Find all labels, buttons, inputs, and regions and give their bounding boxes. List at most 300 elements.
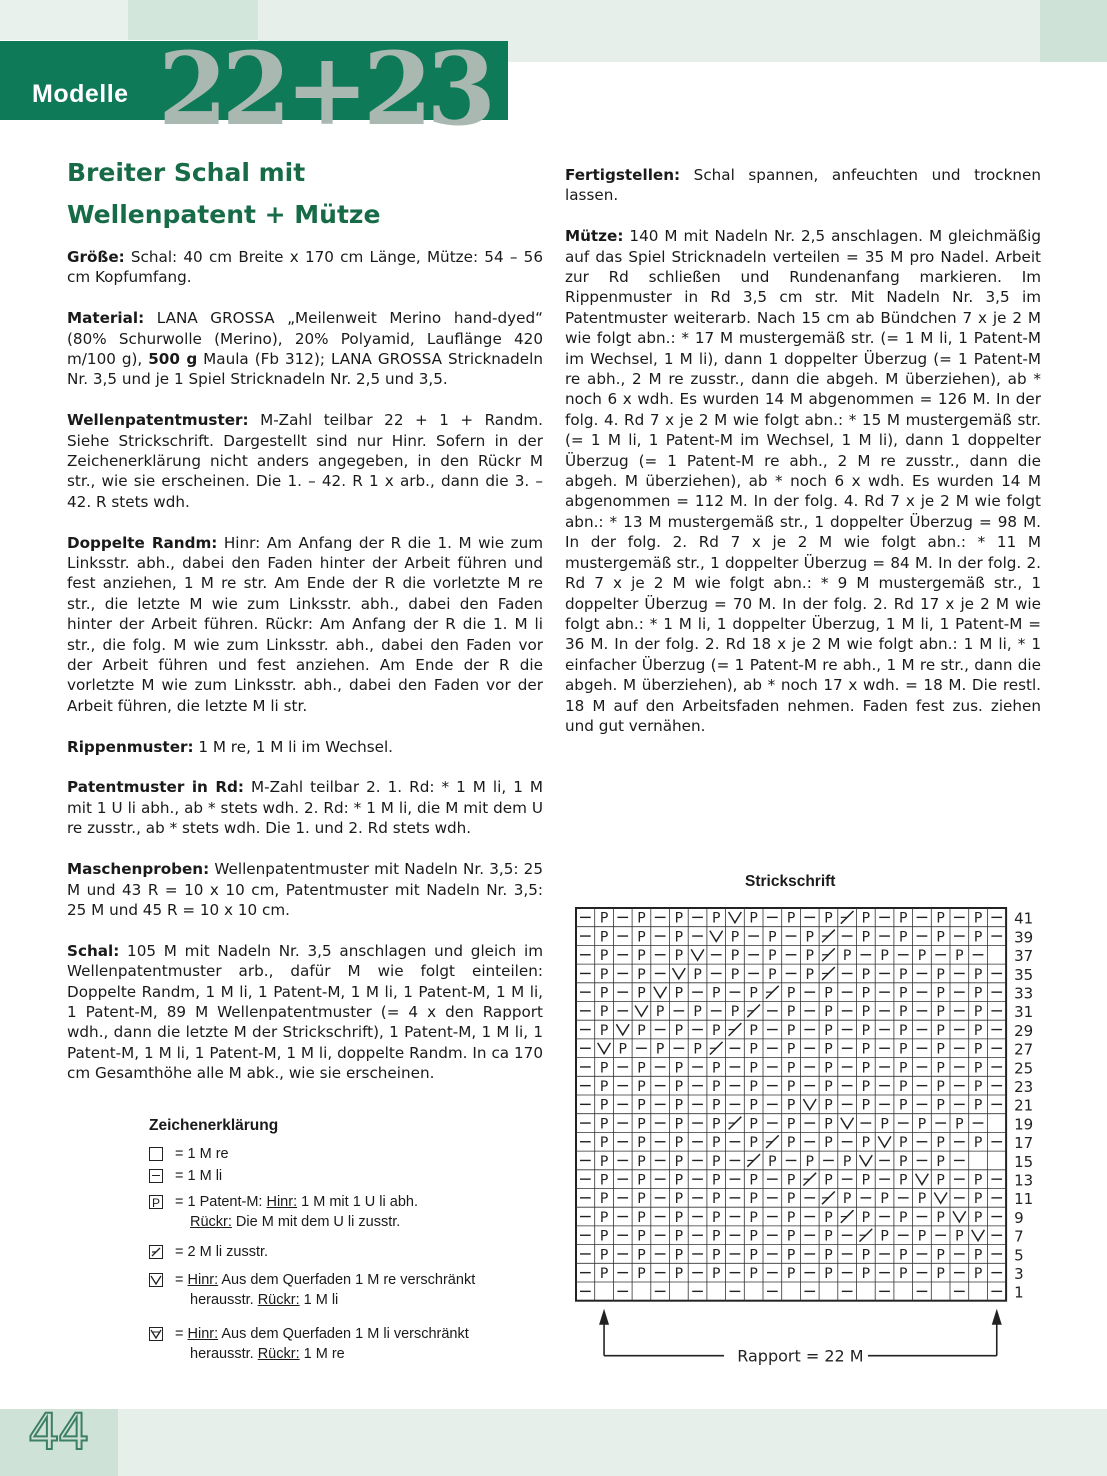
patent-symbol: P: [861, 1266, 871, 1282]
chart-row-number: 19: [1014, 1115, 1034, 1134]
patent-symbol: P: [936, 1209, 945, 1226]
patent-symbol: P: [786, 1079, 796, 1095]
patent-symbol: P: [824, 985, 833, 1002]
legend-item-text: herausstr.: [190, 1292, 258, 1308]
patent-symbol: P: [599, 1135, 609, 1152]
text-paragraph: [67, 247, 543, 288]
patent-symbol: P: [599, 948, 609, 965]
patent-symbol: P: [861, 1172, 871, 1189]
patent-symbol: P: [936, 1247, 945, 1264]
patent-symbol: P: [842, 1153, 852, 1170]
legend-item-text: = 1 Patent-M:: [175, 1194, 267, 1210]
legend-item-text: Aus dem Querfaden 1 M re verschränkt: [218, 1272, 476, 1288]
chart-row-number: 7: [1014, 1227, 1024, 1246]
chart-row-number: 17: [1014, 1134, 1034, 1153]
patent-symbol: P: [899, 1060, 908, 1077]
patent-symbol: P: [861, 1060, 871, 1077]
patent-symbol: P: [599, 1191, 609, 1208]
patent-symbol: P: [936, 1172, 945, 1189]
paragraph-text: LANA GROSSA „Meilenweit Merino hand-dyed“ (80% Schurwolle (Merino), 20% Polyamid, Lauflänge 420 m/100 g),: [67, 309, 543, 369]
v-dot-box-icon: [149, 1327, 163, 1341]
patent-symbol: P: [824, 1116, 833, 1133]
text-paragraph: [67, 533, 543, 717]
patent-symbol: P: [599, 1266, 609, 1282]
rapport-arrowhead: [599, 1309, 609, 1325]
text-paragraph: [67, 410, 543, 512]
patent-symbol: P: [730, 1004, 740, 1021]
patent-symbol: P: [973, 985, 983, 1002]
patent-symbol: P: [899, 1209, 908, 1226]
footer-band: [0, 1409, 1107, 1476]
legend-item-hinr: Hinr:: [187, 1326, 219, 1342]
paragraph-text: 105 M mit Nadeln Nr. 3,5 anschlagen und gleich im Wellenpatentmuster arb., dafür M wie folgt einteilen: Doppelte Randm, 1 M li, 1 Patent-M, 1 M li, 1 Patent-M, 1 M li, 1 Patent-M, 89 M Wellenpatentmuster (= 4 x den Rapport wdh., dann die letzte M der Strickschrift), 1 Patent-M, 1 M li, 1 Patent-M, 1 M li, 1 Patent-M, 1 M li, doppelte Randm. In ca 170 cm Gesamthöhe alle M abk., wie sie erscheinen.: [67, 941, 543, 1083]
rapport-arrowhead: [992, 1309, 1002, 1325]
patent-symbol: P: [973, 1209, 983, 1226]
patent-symbol: P: [637, 1191, 646, 1208]
patent-symbol: P: [861, 1097, 871, 1114]
empty-box-icon: [149, 1147, 163, 1161]
patent-symbol: P: [899, 1153, 908, 1170]
paragraph-text: Schal: 40 cm Breite x 170 cm Länge, Mütze: 54 – 56 cm Kopfumfang.: [67, 248, 543, 287]
paragraph-heading: 500 g: [148, 350, 198, 369]
patent-symbol: P: [973, 1079, 983, 1095]
patent-symbol: P: [861, 929, 871, 946]
legend-item-text: =: [175, 1326, 188, 1342]
p-box-icon: P: [149, 1195, 163, 1209]
patent-symbol: P: [786, 1228, 796, 1245]
patent-symbol: P: [973, 1097, 983, 1114]
patent-symbol: P: [712, 1191, 721, 1208]
patent-symbol: P: [880, 1116, 889, 1133]
patent-symbol: P: [899, 1172, 908, 1189]
dash-box-icon: [149, 1169, 163, 1183]
patent-symbol: P: [824, 1041, 833, 1058]
patent-symbol: P: [768, 929, 777, 946]
patent-symbol: P: [599, 1004, 609, 1021]
paragraph-text: Hinr: Am Anfang der R die 1. M wie zum Linksstr. abh., dabei den Faden hinter der Arbeit führen und fest anziehen, 1 M re str. Am Ende der R die vorletzte M re str., die letzte M wie zum Linksstr. abh., dabei den Faden hinter der Arbeit führen. Rückr: Am Anfang der R die 1. M li str., die folg. M wie zum Linksstr. abh., dabei den Faden vor der Arbeit führen und fest anziehen. Am Ende der R die vorletzte M wie zum Linksstr. abh., dabei den Faden vor der Arbeit führen, die letzte M li str.: [67, 533, 543, 715]
text-paragraph: [67, 308, 543, 390]
chart-row-number: 5: [1014, 1246, 1024, 1265]
patent-symbol: P: [749, 1041, 758, 1058]
paragraph-heading: Schal:: [67, 941, 120, 960]
patent-symbol: P: [712, 1153, 721, 1170]
patent-symbol: P: [674, 948, 684, 965]
patent-symbol: P: [786, 1209, 796, 1226]
patent-symbol: P: [824, 1022, 833, 1039]
patent-symbol: P: [599, 1247, 609, 1264]
paragraph-text: Maula (Fb 312); LANA GROSSA Stricknadeln Nr. 3,5 und je 1 Spiel Stricknadeln Nr. 2,5 und 3,5.: [67, 350, 543, 389]
legend-item-text: = 2 M li zusstr.: [175, 1244, 269, 1260]
patent-symbol: P: [973, 1172, 983, 1189]
patent-symbol: P: [936, 1022, 945, 1039]
patent-symbol: P: [599, 1022, 609, 1039]
patent-symbol: P: [637, 1209, 646, 1226]
patent-symbol: P: [599, 1172, 609, 1189]
paragraph-text: Schal spannen, anfeuchten und trocknen lassen.: [565, 166, 1041, 205]
patent-symbol: P: [899, 966, 908, 983]
legend-item-rueckr: Rückr:: [257, 1292, 300, 1308]
patent-symbol: P: [805, 929, 814, 946]
patent-symbol: P: [693, 1004, 702, 1021]
patent-symbol: P: [824, 1209, 833, 1226]
patent-symbol: P: [824, 1079, 833, 1095]
patent-symbol: P: [786, 1135, 796, 1152]
patent-symbol: P: [899, 1247, 908, 1264]
patent-symbol: P: [637, 929, 646, 946]
patent-symbol: P: [730, 966, 740, 983]
patent-symbol: P: [637, 966, 646, 983]
patent-symbol: P: [805, 948, 814, 965]
patent-symbol: P: [674, 1097, 684, 1114]
chart-row-number: 11: [1014, 1190, 1034, 1209]
patent-symbol: P: [693, 1041, 702, 1058]
title-line-2: Wellenpatent + Mütze: [67, 200, 381, 229]
paragraph-text: 140 M mit Nadeln Nr. 2,5 anschlagen. M gleichmäßig auf das Spiel Stricknadeln verteilen = 35 M pro Nadel. Arbeit zur Rd schließen und Rundenanfang markieren. Im Rippenmuster in Rd 3,5 cm str. Mit Nadeln Nr. 3,5 im Patentmuster weiterarb. Nach 15 cm ab Bündchen 7 x je 2 M wie folgt abn.: * 17 M mustergemäß str. (= 1 M li, 1 Patent-M im Wechsel, 1 M li), dann 1 doppelter Überzug (= 1 Patent-M re abh., 2 M re zusstr., dann die abgeh. M überziehen), ab * noch 6 x wdh. Es wurden 14 M abgenommen = 126 M. In der folg. 4. Rd 7 x je 2 M wie folgt abn.: * 15 M mustergemäß str. (= 1 M li, 1 Patent-M im Wechsel, 1 M li), dann 1 doppelter Überzug (= 1 Patent-M re abh., 2 M re zusstr., dann die abgeh. M überziehen), ab * noch 6 x wdh. Es wurden 14 M abgenommen = 112 M. In der folg. 4. Rd 7 x je 2 M wie folgt abn.: * 13 M mustergemäß str., 1 doppelter Überzug = 98 M. In der folg. 2. Rd 7 x je 2 M wie folgt abn.: * 11 M mustergemäß str., 1 doppelter Überzug = 84 M. In der folg. 2. Rd 7 x je 2 M wie folgt abn.: * 9 M mustergemäß str., 1 doppelter Überzug = 70 M. In der folg. 2. Rd 17 x je 2 M wie folgt abn.: * 1 M li, 1 doppelter Überzug, 1 M li, 1 Patent-M = 36 M. In der folg. 2. Rd 18 x je 2 M wie folgt abn.: 1 M li, * 1 einfacher Überzug (= 1 Patent-M re abh., 1 M re str., dann die abgeh. M überziehen), ab * noch 17 x wdh. = 18 M. Die restl. 18 M auf den Arbeitsfaden nehmen. Faden fest zus. ziehen und gut vernähen.: [565, 227, 1041, 735]
text-paragraph: [565, 165, 1041, 206]
patent-symbol: P: [712, 1247, 721, 1264]
text-paragraph: [67, 859, 543, 920]
chart-row-number: 39: [1014, 928, 1034, 947]
patent-symbol: P: [824, 1135, 833, 1152]
patent-symbol: P: [674, 985, 684, 1002]
legend-item-rueckr: Rückr:: [190, 1214, 232, 1230]
patent-symbol: P: [749, 1209, 758, 1226]
chart-row-number: 13: [1014, 1171, 1034, 1190]
text-paragraph: [67, 941, 543, 1084]
paragraph-heading: Mütze:: [565, 227, 624, 246]
patent-symbol: P: [637, 985, 646, 1002]
paragraph-heading: Maschenproben:: [67, 860, 210, 879]
chart-row-number: 23: [1014, 1078, 1034, 1096]
patent-symbol: P: [786, 1022, 796, 1039]
patent-symbol: P: [712, 1228, 721, 1245]
patent-symbol: P: [842, 948, 852, 965]
patent-symbol: P: [712, 985, 721, 1002]
patent-symbol: P: [899, 1266, 908, 1282]
legend: [149, 1117, 569, 1377]
patent-symbol: P: [674, 1191, 684, 1208]
patent-symbol: P: [973, 1191, 983, 1208]
patent-symbol: P: [786, 1004, 796, 1021]
patent-symbol: P: [637, 1097, 646, 1114]
patent-symbol: P: [712, 1060, 721, 1077]
legend-item-text: Die M mit dem U li zusstr.: [231, 1214, 401, 1230]
patent-symbol: P: [936, 910, 945, 927]
patent-symbol: P: [674, 1022, 684, 1039]
patent-symbol: P: [749, 1266, 758, 1282]
patent-symbol: P: [936, 1060, 945, 1077]
patent-symbol: P: [674, 1060, 684, 1077]
chart-row-number: 1: [1014, 1283, 1024, 1302]
patent-symbol: P: [674, 929, 684, 946]
chart-row-number: 27: [1014, 1040, 1034, 1059]
patent-symbol: P: [655, 1004, 665, 1021]
patent-symbol: P: [899, 1004, 908, 1021]
patent-symbol: P: [861, 1247, 871, 1264]
patent-symbol: P: [637, 1079, 646, 1095]
patent-symbol: P: [712, 1266, 721, 1282]
paragraph-heading: Größe:: [67, 248, 125, 266]
patent-symbol: P: [618, 1041, 627, 1058]
patent-symbol: P: [880, 1191, 889, 1208]
patent-symbol: P: [730, 948, 740, 965]
patent-symbol: P: [973, 1135, 983, 1152]
patent-symbol: P: [936, 966, 945, 983]
legend-item-text: herausstr.: [190, 1346, 258, 1362]
patent-symbol: P: [899, 1079, 908, 1095]
patent-symbol: P: [637, 1247, 646, 1264]
legend-item-text: = 1 M re: [175, 1146, 229, 1162]
patent-symbol: P: [936, 1004, 945, 1021]
patent-symbol: P: [786, 985, 796, 1002]
legend-item-rueckr: Rückr:: [257, 1346, 300, 1362]
patent-symbol: P: [861, 1004, 871, 1021]
patent-symbol: P: [973, 1041, 983, 1058]
patent-symbol: P: [786, 1191, 796, 1208]
model-number: 22+23: [158, 30, 491, 148]
patent-symbol: P: [655, 1041, 665, 1058]
patent-symbol: P: [637, 1135, 646, 1152]
patent-symbol: P: [899, 1135, 908, 1152]
chart-row-number: 37: [1014, 947, 1034, 966]
patent-symbol: P: [674, 1247, 684, 1264]
patent-symbol: P: [861, 1079, 871, 1095]
page-title: [67, 152, 547, 236]
patent-symbol: P: [712, 1209, 721, 1226]
patent-symbol: P: [973, 1060, 983, 1077]
patent-symbol: P: [749, 910, 758, 927]
patent-symbol: P: [637, 910, 646, 927]
patent-symbol: P: [786, 1060, 796, 1077]
patent-symbol: P: [786, 1097, 796, 1114]
patent-symbol: P: [973, 1022, 983, 1039]
patent-symbol: P: [861, 1041, 871, 1058]
legend-item-hinr: Hinr:: [187, 1272, 219, 1288]
patent-symbol: P: [637, 1060, 646, 1077]
patent-symbol: P: [749, 1022, 758, 1039]
patent-symbol: P: [880, 1228, 889, 1245]
patent-symbol: P: [749, 1060, 758, 1077]
patent-symbol: P: [955, 948, 964, 965]
patent-symbol: P: [674, 1135, 684, 1152]
legend-item-text: 1 M li: [299, 1292, 339, 1308]
patent-symbol: P: [712, 1135, 721, 1152]
patent-symbol: P: [674, 1116, 684, 1133]
patent-symbol: P: [973, 1004, 983, 1021]
legend-item-text: = 1 M li: [175, 1168, 223, 1184]
patent-symbol: P: [936, 1135, 945, 1152]
patent-symbol: P: [749, 985, 758, 1002]
patent-symbol: P: [674, 910, 684, 927]
chart-row-number: 9: [1014, 1208, 1024, 1227]
patent-symbol: P: [861, 985, 871, 1002]
patent-symbol: P: [749, 1097, 758, 1114]
patent-symbol: P: [973, 1266, 983, 1282]
patent-symbol: P: [693, 966, 702, 983]
paragraph-heading: Wellenpatentmuster:: [67, 411, 249, 430]
patent-symbol: P: [599, 929, 609, 946]
paragraph-heading: Material:: [67, 309, 145, 328]
patent-symbol: P: [899, 910, 908, 927]
patent-symbol: P: [824, 1172, 833, 1189]
patent-symbol: P: [599, 1060, 609, 1077]
patent-symbol: P: [599, 1097, 609, 1114]
chart-row-number: 21: [1014, 1096, 1034, 1115]
patent-symbol: P: [674, 1209, 684, 1226]
header-label: Modelle: [32, 80, 129, 108]
text-paragraph: [67, 777, 543, 838]
patent-symbol: P: [637, 1116, 646, 1133]
patent-symbol: P: [599, 1153, 609, 1170]
text-paragraph: [565, 226, 1041, 736]
paragraph-text: Wellenpatentmuster mit Nadeln Nr. 3,5: 25 M und 43 R = 10 x 10 cm, Patentmuster mit Nadeln Nr. 3,5: 25 M und 45 R = 10 x 10 cm.: [67, 860, 543, 919]
patent-symbol: P: [768, 966, 777, 983]
patent-symbol: P: [917, 948, 927, 965]
chart-row-number: 35: [1014, 965, 1034, 984]
legend-item-text: Aus dem Querfaden 1 M li verschränkt: [218, 1326, 469, 1342]
patent-symbol: P: [936, 1266, 945, 1282]
patent-symbol: P: [599, 1079, 609, 1095]
patent-symbol: P: [936, 1097, 945, 1114]
paragraph-heading: Doppelte Randm:: [67, 533, 218, 552]
chart-row-number: 3: [1014, 1265, 1024, 1283]
patent-symbol: P: [599, 1209, 609, 1226]
patent-symbol: P: [637, 1022, 646, 1039]
right-column: [565, 165, 1041, 757]
patent-symbol: P: [749, 1116, 758, 1133]
patent-symbol: P: [599, 1116, 609, 1133]
chart-row-number: 31: [1014, 1003, 1034, 1022]
top-band-left: [0, 0, 128, 40]
v-box-icon: [149, 1273, 163, 1287]
top-band-corner: [1040, 0, 1107, 62]
patent-symbol: P: [730, 929, 740, 946]
patent-symbol: P: [899, 929, 908, 946]
patent-symbol: P: [749, 1135, 758, 1152]
patent-symbol: P: [599, 985, 609, 1002]
chart-title: Strickschrift: [745, 873, 836, 890]
title-line-1: Breiter Schal mit: [67, 158, 306, 187]
patent-symbol: P: [861, 910, 871, 927]
patent-symbol: P: [599, 910, 609, 927]
patent-symbol: P: [936, 985, 945, 1002]
patent-symbol: P: [936, 1041, 945, 1058]
patent-symbol: P: [712, 1097, 721, 1114]
patent-symbol: P: [824, 910, 833, 927]
patent-symbol: P: [637, 1266, 646, 1282]
patent-symbol: P: [824, 1266, 833, 1282]
patent-symbol: P: [824, 1060, 833, 1077]
patent-symbol: P: [674, 1153, 684, 1170]
patent-symbol: P: [936, 1153, 945, 1170]
patent-symbol: P: [861, 1022, 871, 1039]
chart-row-number: 15: [1014, 1152, 1034, 1171]
chart-row-number: 41: [1014, 909, 1034, 928]
patent-symbol: P: [674, 1266, 684, 1282]
patent-symbol: P: [674, 1172, 684, 1189]
paragraph-heading: Patentmuster in Rd:: [67, 778, 244, 797]
patent-symbol: P: [842, 1191, 852, 1208]
patent-symbol: P: [674, 1228, 684, 1245]
patent-symbol: P: [749, 1228, 758, 1245]
patent-symbol: P: [899, 1097, 908, 1114]
patent-symbol: P: [824, 1247, 833, 1264]
patent-symbol: P: [599, 966, 609, 983]
patent-symbol: P: [768, 948, 777, 965]
patent-symbol: P: [861, 1209, 871, 1226]
legend-title: Zeichenerklärung: [149, 1117, 279, 1134]
patent-symbol: P: [786, 910, 796, 927]
patent-symbol: P: [749, 1247, 758, 1264]
patent-symbol: P: [749, 1079, 758, 1095]
patent-symbol: P: [899, 1041, 908, 1058]
patent-symbol: P: [637, 1228, 646, 1245]
patent-symbol: P: [786, 1116, 796, 1133]
left-column: [67, 247, 543, 1104]
slash-box-icon: [149, 1245, 163, 1259]
paragraph-text: M-Zahl teilbar 2. 1. Rd: * 1 M li, 1 M mit 1 U li abh., ab * stets wdh. 2. Rd: * 1 M li, die M mit dem U re zusstr., ab * stets wdh. Die 1. und 2. Rd stets wdh.: [67, 778, 543, 838]
patent-symbol: P: [712, 910, 721, 927]
chart-row-number: 29: [1014, 1021, 1034, 1040]
legend-item-hinr: Hinr:: [266, 1194, 298, 1210]
paragraph-heading: Fertigstellen:: [565, 166, 681, 184]
paragraph-text: 1 M re, 1 M li im Wechsel.: [193, 737, 394, 756]
patent-symbol: P: [786, 1266, 796, 1282]
patent-symbol: P: [973, 910, 983, 927]
legend-item-text: =: [175, 1272, 188, 1288]
text-paragraph: [67, 737, 543, 757]
patent-symbol: P: [824, 1004, 833, 1021]
patent-symbol: P: [786, 1247, 796, 1264]
patent-symbol: P: [861, 966, 871, 983]
patent-symbol: P: [712, 1079, 721, 1095]
page-number: 44: [28, 1403, 88, 1461]
patent-symbol: P: [599, 1228, 609, 1245]
paragraph-text: M-Zahl teilbar 22 + 1 + Randm. Siehe Strickschrift. Dargestellt sind nur Hinr. Sofern in der Zeichenerklärung nicht anders angegeben, in den Rückr M str., wie sie erscheinen. Die 1. – 42. R 1 x arb., dann die 3. – 42. R stets wdh.: [67, 411, 543, 511]
rapport-label: Rapport = 22 M: [737, 1346, 864, 1366]
patent-symbol: P: [637, 1172, 646, 1189]
patent-symbol: P: [824, 1097, 833, 1114]
paragraph-heading: Rippenmuster:: [67, 737, 194, 756]
patent-symbol: P: [955, 1228, 964, 1245]
patent-symbol: P: [917, 1116, 927, 1133]
patent-symbol: P: [861, 1135, 871, 1152]
patent-symbol: P: [749, 1191, 758, 1208]
patent-symbol: P: [936, 929, 945, 946]
chart-row-number: 33: [1014, 984, 1034, 1003]
knitting-chart: [570, 900, 1050, 1370]
chart-row-number: 25: [1014, 1059, 1034, 1078]
patent-symbol: P: [973, 929, 983, 946]
patent-symbol: P: [880, 948, 889, 965]
patent-symbol: P: [917, 1191, 927, 1208]
patent-symbol: P: [637, 1153, 646, 1170]
legend-item-text: 1 M mit 1 U li abh.: [297, 1194, 418, 1210]
patent-symbol: P: [824, 1228, 833, 1245]
patent-symbol: P: [637, 948, 646, 965]
patent-symbol: P: [712, 1116, 721, 1133]
patent-symbol: P: [674, 1079, 684, 1095]
patent-symbol: P: [899, 1022, 908, 1039]
patent-symbol: P: [899, 985, 908, 1002]
patent-symbol: P: [768, 1153, 777, 1170]
patent-symbol: P: [973, 966, 983, 983]
patent-symbol: P: [917, 1228, 927, 1245]
patent-symbol: P: [936, 1079, 945, 1095]
patent-symbol: P: [786, 1172, 796, 1189]
legend-item-text: 1 M re: [299, 1346, 345, 1362]
patent-symbol: P: [749, 1172, 758, 1189]
